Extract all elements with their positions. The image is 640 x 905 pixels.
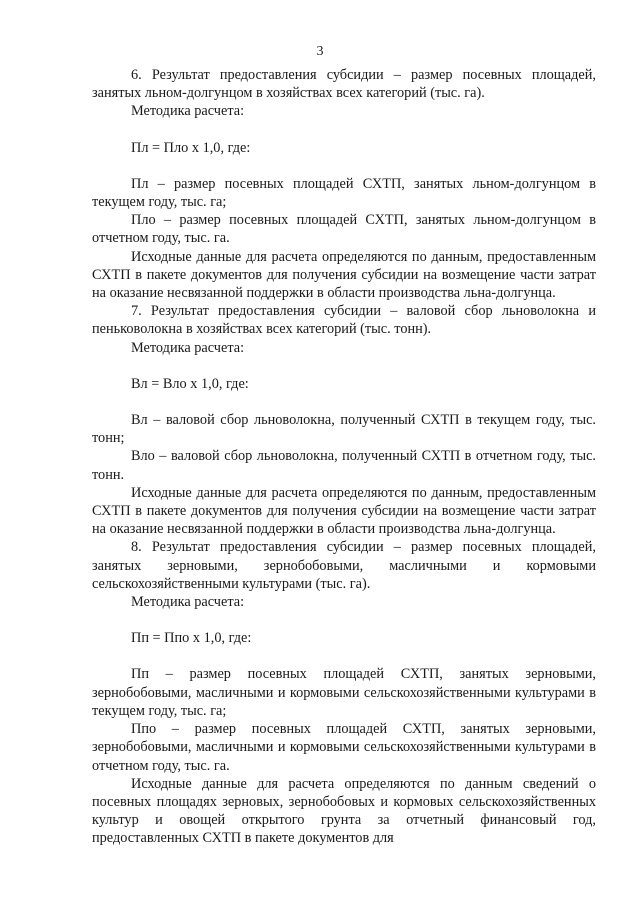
method-6-label: Методика расчета: <box>131 103 245 120</box>
result-8-paragraph: 8. Результат предоставления субсидии – размер посевных площадей, занятых зерновыми, зернобобовыми, масличными и кормовыми сельскохозяйственными культурами (тыс. га). <box>92 539 596 592</box>
source-7-paragraph: Исходные данные для расчета определяются по данным, предоставленным СХТП в пакете документов для получения субсидии на возмещение части затрат на оказание несвязанной поддержки в области производства льна-долгунца. <box>92 484 596 538</box>
definition-8-2: Ппо – размер посевных площадей СХТП, занятых зерновыми, зернобобовыми, масличными и кормовыми сельскохозяйственными культурами в отчетном году, тыс. га. <box>92 721 596 774</box>
definition-6-1: Пл – размер посевных площадей СХТП, занятых льном-долгунцом в текущем году, тыс. га; <box>92 175 596 211</box>
page-number: 3 <box>316 44 324 59</box>
definition-6-2: Пло – размер посевных площадей СХТП, занятых льном-долгунцом в отчетном году, тыс. га. <box>92 212 596 247</box>
definition-8-1: Пп – размер посевных площадей СХТП, занятых зерновыми, зернобобовыми, масличными и кормовыми сельскохозяйственными культурами в текущем году, тыс. га; <box>92 666 596 719</box>
document-body <box>92 66 596 848</box>
formula-8: Пп = Ппо х 1,0, где: <box>131 630 252 647</box>
source-8-paragraph: Исходные данные для расчета определяются по данным сведений о посевных площадях зерновых, зернобобовых и кормовых сельскохозяйственных культур и овощей открытого грунта за отчетный финансовый год, предоставленных СХТП в пакете документов для <box>92 775 596 847</box>
result-6-paragraph: 6. Результат предоставления субсидии – размер посевных площадей, занятых льном-долгунцом в хозяйствах всех категорий (тыс. га). <box>92 67 596 102</box>
formula-7: Вл = Вло х 1,0, где: <box>131 375 249 392</box>
method-7-label: Методика расчета: <box>131 339 245 356</box>
result-7-paragraph: 7. Результат предоставления субсидии – валовой сбор льноволокна и пеньковолокна в хозяйствах всех категорий (тыс. тонн). <box>92 303 596 338</box>
definition-7-1: Вл – валовой сбор льноволокна, полученный СХТП в текущем году, тыс. тонн; <box>92 412 596 447</box>
definition-7-2: Вло – валовой сбор льноволокна, полученный СХТП в отчетном году, тыс. тонн. <box>92 448 596 483</box>
formula-6: Пл = Пло х 1,0, где: <box>131 139 251 156</box>
method-8-label: Методика расчета: <box>131 594 245 611</box>
source-6-paragraph: Исходные данные для расчета определяются по данным, предоставленным СХТП в пакете документов для получения субсидии на возмещение части затрат на оказание несвязанной поддержки в области производства льна-долгунца. <box>92 248 596 302</box>
